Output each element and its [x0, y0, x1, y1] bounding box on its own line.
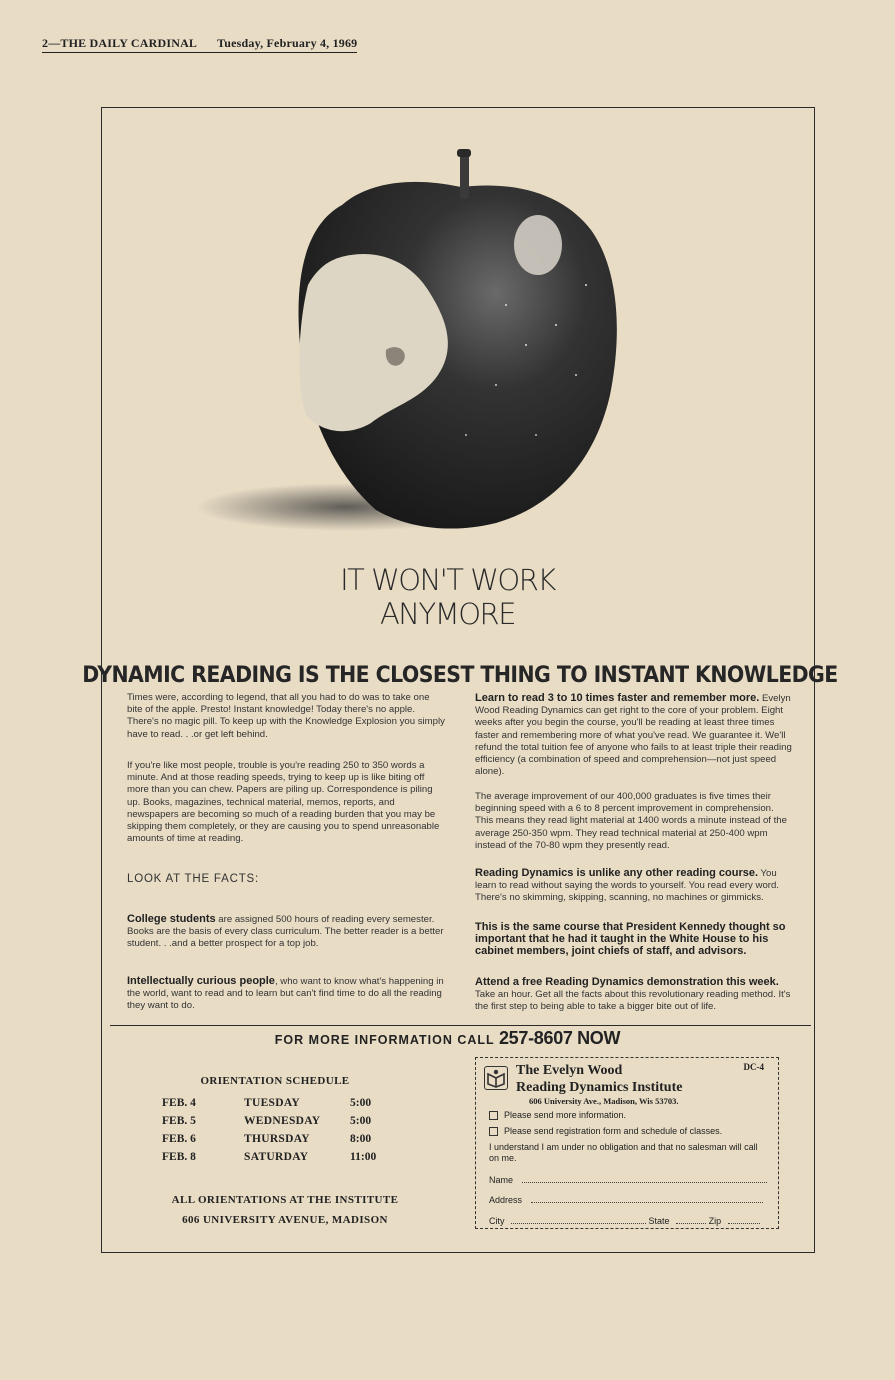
more-info-option[interactable]: [489, 1110, 626, 1120]
cta-now: NOW: [577, 1028, 621, 1048]
schedule-day: THURSDAY: [244, 1133, 310, 1145]
address-field[interactable]: [489, 1195, 763, 1205]
state-line[interactable]: [676, 1217, 706, 1224]
city-state-zip-field[interactable]: [489, 1216, 760, 1226]
headline-line-1: IT WON'T WORK: [340, 563, 555, 597]
obligation-note: I understand I am under no obligation and that no salesman will call on me.: [489, 1142, 758, 1163]
issue-date: Tuesday, February 4, 1969: [217, 36, 358, 50]
schedule-row: [140, 1151, 410, 1169]
divider-line: [110, 1025, 811, 1026]
orientation-location-line-1: ALL ORIENTATIONS AT THE INSTITUTE: [171, 1194, 399, 1206]
left-paragraph-2-text: If you're like most people, trouble is you're reading 250 to 350 words a minute. And at those reading speeds, trying to keep up is like biting off more than you can chew. Papers are piling up. Correspondence is piling up. Books, magazines, technical material, memos, reports, and newspapers are becoming so much of a reading burden that you may be skipping them completely, or they are causing you to spend unreasonable amounts of time at reading.: [127, 760, 440, 845]
facts-heading: LOOK AT THE FACTS:: [127, 873, 259, 885]
curious-people-lead: Intellectually curious people: [127, 975, 275, 987]
schedule-day: SATURDAY: [244, 1151, 309, 1163]
right-paragraph-1: [475, 692, 793, 778]
curious-people-text: , who want to know what's happening in the world, want to read and to learn but can't find time to do all the reading they want to do.: [127, 976, 444, 1012]
schedule-day: TUESDAY: [244, 1097, 301, 1109]
left-paragraph-1: [127, 692, 445, 741]
city-line[interactable]: [511, 1217, 646, 1224]
schedule-date: FEB. 8: [162, 1151, 196, 1163]
registration-checkbox[interactable]: [489, 1127, 498, 1136]
mail-in-coupon: [475, 1057, 779, 1229]
schedule-time: 8:00: [350, 1133, 372, 1145]
registration-option[interactable]: [489, 1126, 722, 1136]
registration-label: Please send registration form and schedule of classes.: [504, 1126, 723, 1136]
cta-text: FOR MORE INFORMATION CALL: [274, 1033, 495, 1047]
address-label: Address: [489, 1195, 523, 1205]
schedule-time: 5:00: [350, 1115, 372, 1127]
city-label: City: [489, 1216, 505, 1226]
coupon-code: DC-4: [743, 1062, 764, 1072]
schedule-day: WEDNESDAY: [244, 1115, 321, 1127]
schedule-time: 5:00: [350, 1097, 372, 1109]
schedule-title: ORIENTATION SCHEDULE: [200, 1075, 350, 1087]
orientation-location: [140, 1190, 430, 1230]
schedule-row: [140, 1115, 410, 1133]
name-field[interactable]: [489, 1175, 767, 1185]
phone-number: 257-8607: [498, 1028, 573, 1048]
bitten-apple-image: [196, 145, 626, 540]
schedule-date: FEB. 6: [162, 1133, 196, 1145]
masthead: 2—THE DAILY CARDINAL: [42, 36, 198, 50]
subheadline: DYNAMIC READING IS THE CLOSEST THING TO INSTANT KNOWLEDGE: [82, 663, 838, 688]
college-students-lead: College students: [127, 913, 216, 925]
schedule-date: FEB. 5: [162, 1115, 196, 1127]
learn-faster-lead: Learn to read 3 to 10 times faster and remember more.: [475, 692, 760, 704]
right-paragraph-5: [475, 976, 793, 1014]
college-students-text: are assigned 500 hours of reading every semester. Books are the basis of every class curriculum. The better reader is a better student. . .and a better prospect for a top job.: [127, 914, 444, 950]
unlike-other-lead: Reading Dynamics is unlike any other reading course.: [475, 867, 759, 879]
zip-label: Zip: [708, 1216, 722, 1226]
book-logo-icon: [484, 1066, 508, 1090]
schedule-time: 11:00: [350, 1151, 377, 1163]
name-line[interactable]: [522, 1176, 767, 1183]
schedule-row: [140, 1133, 410, 1151]
newspaper-header: [42, 36, 357, 53]
orientation-schedule: [140, 1075, 410, 1169]
demonstration-text: Take an hour. Get all the facts about this revolutionary reading method. It's the first step to being able to take a bigger bite out of life.: [475, 989, 791, 1013]
institute-name-line-1: The Evelyn Wood: [516, 1063, 623, 1078]
left-paragraph-2: [127, 760, 445, 845]
name-label: Name: [489, 1175, 514, 1185]
left-paragraph-4: [127, 975, 445, 1013]
schedule-date: FEB. 4: [162, 1097, 196, 1109]
headline-line-2: ANYMORE: [379, 597, 516, 631]
demonstration-lead: Attend a free Reading Dynamics demonstration this week.: [475, 976, 779, 988]
unlike-other-text: You learn to read without saying the words to yourself. You read every word. There's no skimming, skipping, scanning, no machines or gimmicks.: [475, 868, 779, 904]
headline: [0, 563, 895, 631]
more-info-label: Please send more information.: [504, 1110, 627, 1120]
more-info-checkbox[interactable]: [489, 1111, 498, 1120]
institute-name: [516, 1062, 682, 1096]
learn-faster-text: Evelyn Wood Reading Dynamics can get right to the core of your problem. Eight weeks after you begin the course, you'll be reading at least three times faster and remembering more of what you've read. We guarantee it. We'll refund the total tuition fee of anyone who fails to at least triple their reading efficiency (a combination of speed and comprehension—not just speed alone).: [475, 693, 792, 778]
address-line[interactable]: [531, 1196, 763, 1203]
left-paragraph-1-text: Times were, according to legend, that all you had to do was to take one bite of the apple. Presto! Instant knowledge! Today there's no apple. There's no magic pill. To keep up with the Knowledge Explosion you simply have to read. . .or get left behind.: [127, 692, 445, 740]
schedule-row: [140, 1097, 410, 1115]
call-to-action: [0, 1028, 895, 1049]
right-paragraph-3: [475, 867, 793, 905]
kennedy-paragraph: This is the same course that President Kennedy thought so important that he had it taught in the White House to his cabinet members, joint chiefs of staff, and advisors.: [475, 921, 786, 957]
improvement-text: The average improvement of our 400,000 graduates is five times their beginning speed with a 6 to 8 percent improvement in comprehension. This means they read light material at 1400 words a minute instead of the average 250-350 wpm. They read technical material at 250-400 wpm instead of the 70-80 wpm they presently read.: [475, 791, 787, 851]
institute-name-line-2: Reading Dynamics Institute: [516, 1080, 683, 1095]
orientation-location-line-2: 606 UNIVERSITY AVENUE, MADISON: [182, 1214, 388, 1226]
institute-address: 606 University Ave., Madison, Wis 53703.: [529, 1096, 679, 1106]
state-label: State: [648, 1216, 670, 1226]
zip-line[interactable]: [728, 1217, 760, 1224]
left-paragraph-3: [127, 913, 445, 951]
right-paragraph-2: [475, 791, 793, 852]
